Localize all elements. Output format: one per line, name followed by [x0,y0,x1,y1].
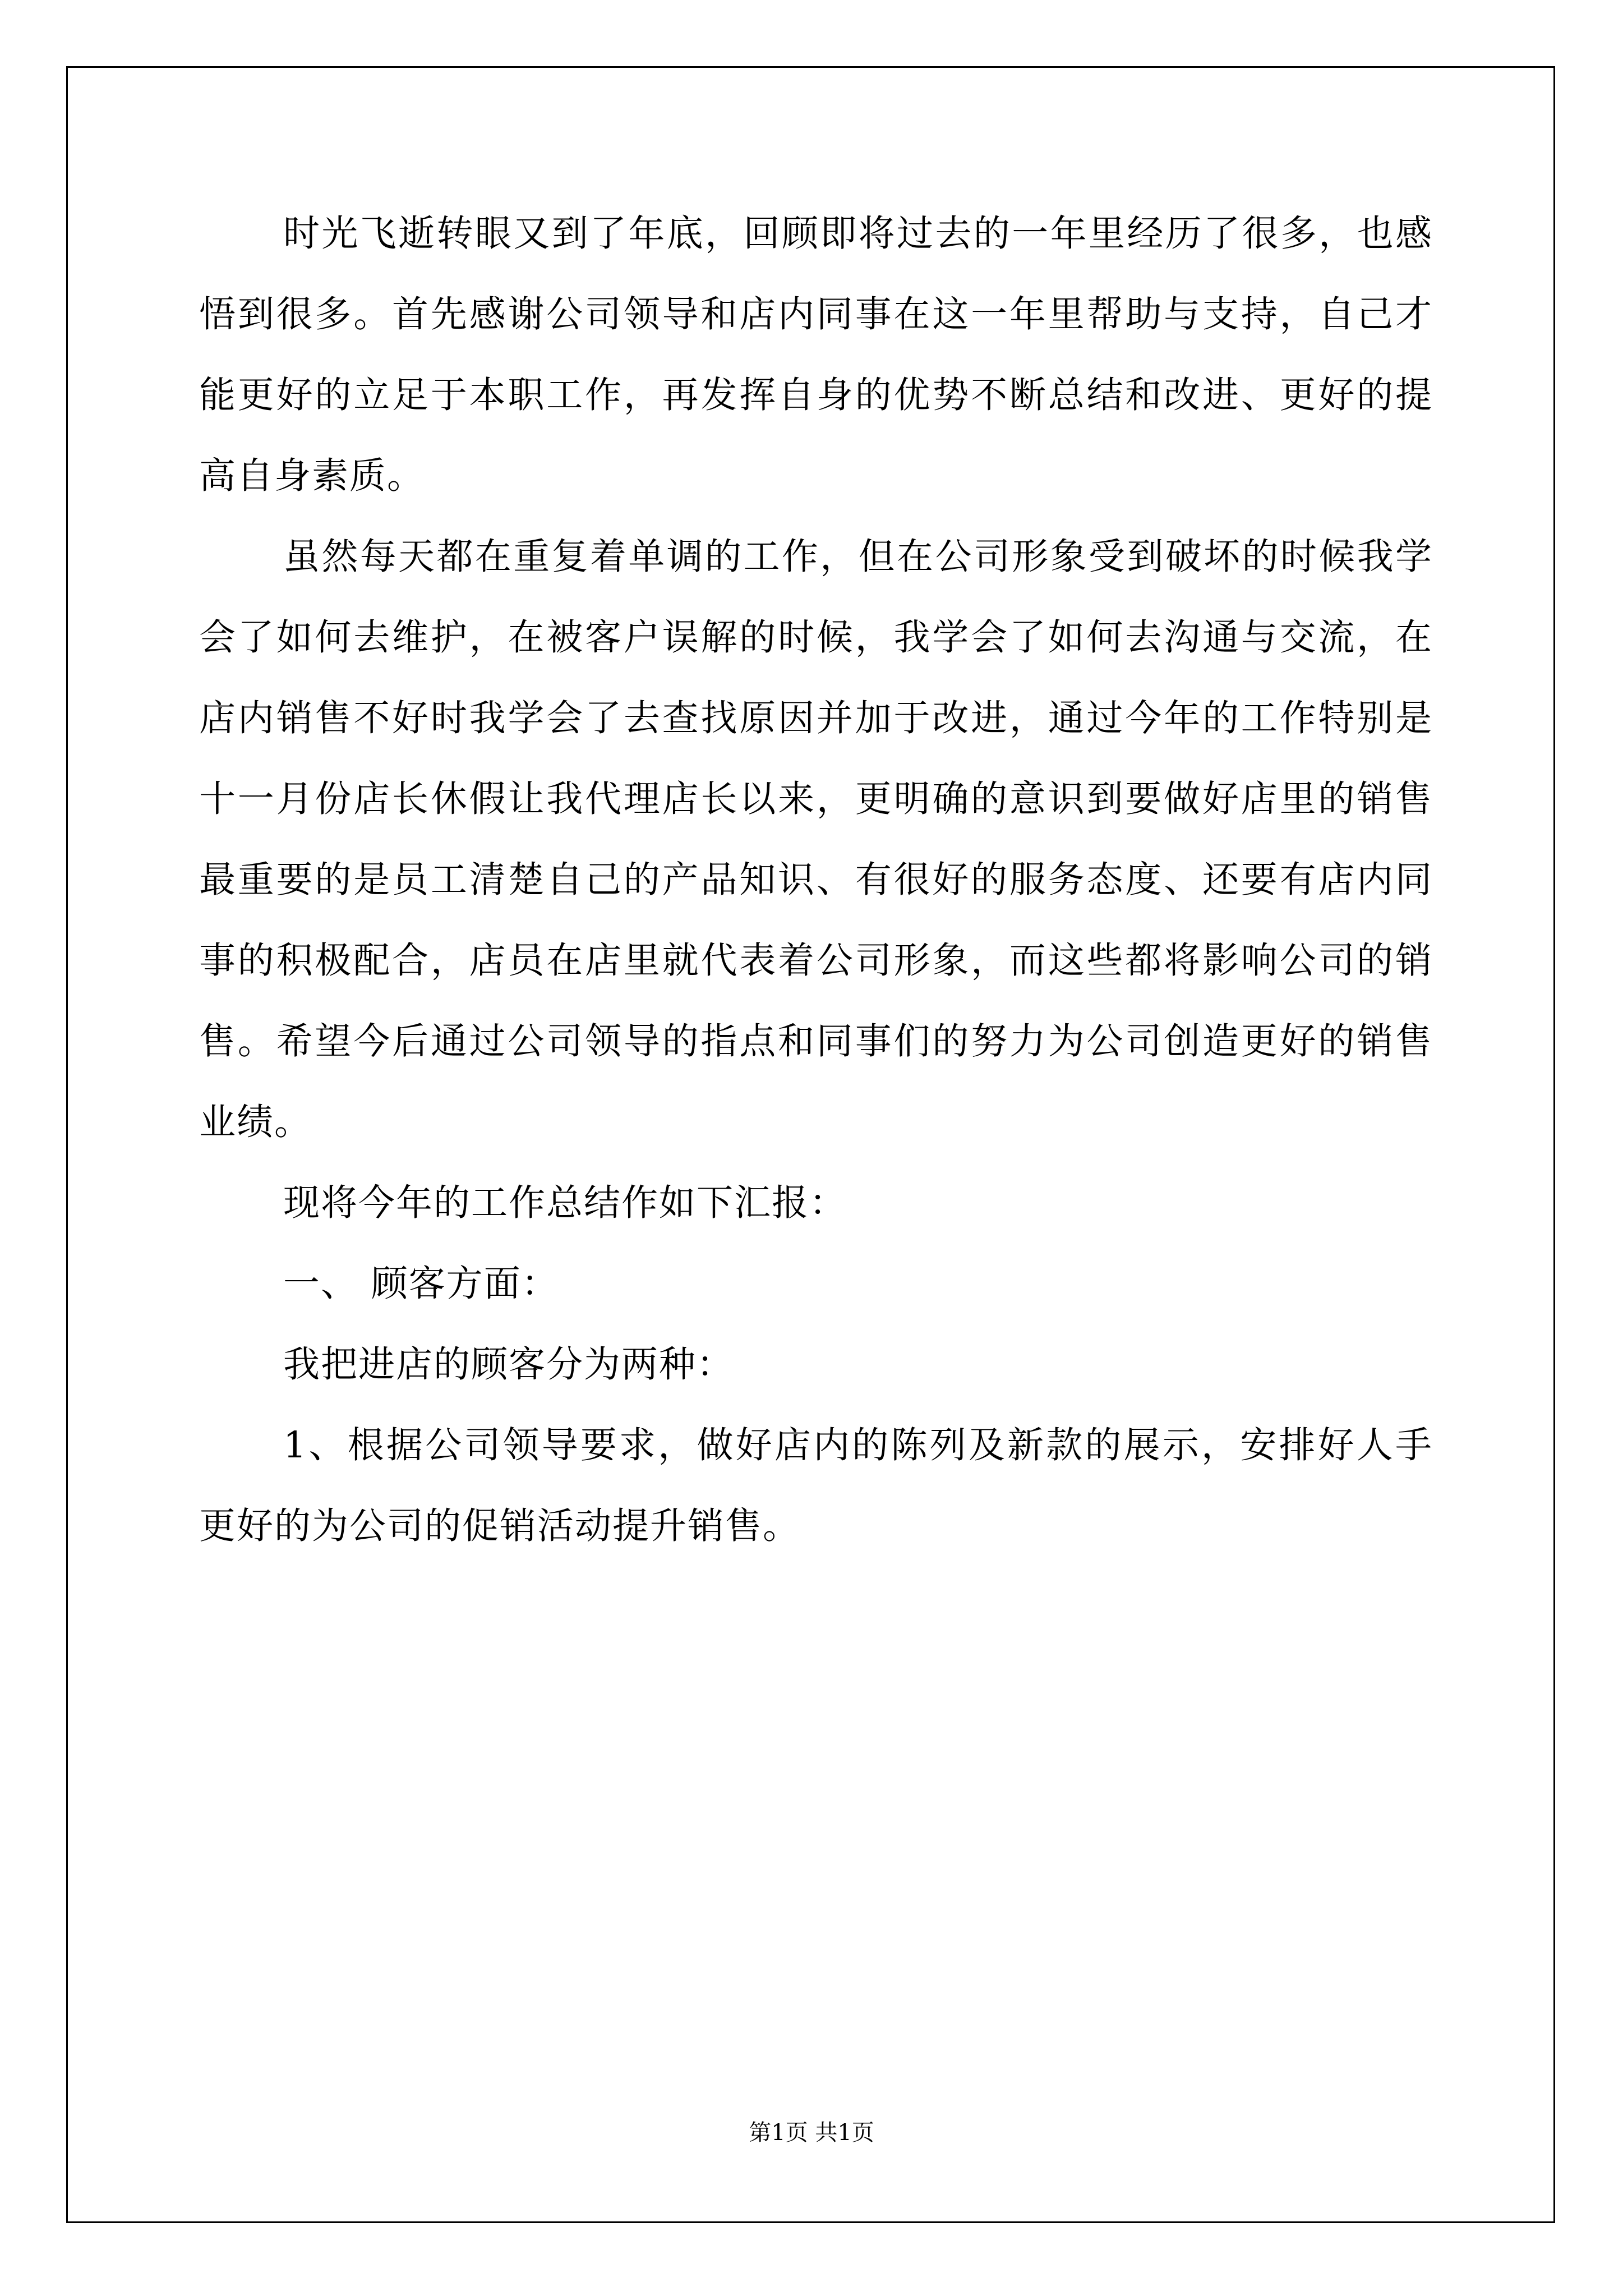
paragraph-intro: 时光飞逝转眼又到了年底，回顾即将过去的一年里经历了很多，也感悟到很多。首先感谢公司领导和店内同事在这一年里帮助与支持，自己才能更好的立足于本职工作，再发挥自身的优势不断总结和改进、更好的提高自身素质。 [199,213,1433,497]
list-item-1: 1、根据公司领导要求，做好店内的陈列及新款的展示，安排好人手更好的为公司的促销活动提升销售。 [199,1424,1433,1547]
page-footer: 第1页 共1页 [749,2120,874,2146]
paragraph-customer-types: 我把进店的顾客分为两种： [283,1343,735,1386]
document-body [199,194,1433,1567]
section-heading-customers: 一、 顾客方面： [283,1263,559,1305]
paragraph-experience: 虽然每天都在重复着单调的工作，但在公司形象受到破坏的时候我学会了如何去维护，在被客户误解的时候，我学会了如何去沟通与交流，在店内销售不好时我学会了去查找原因并加于改进，通过今年的工作特别是十一月份店长休假让我代理店长以来，更明确的意识到要做好店里的销售最重要的是员工清楚自己的产品知识、有很好的服务态度、还要有店内同事的积极配合，店员在店里就代表着公司形象，而这些都将影响公司的销售。希望今后通过公司领导的指点和同事们的努力为公司创造更好的销售业绩。 [199,536,1433,1143]
paragraph-report-intro: 现将今年的工作总结作如下汇报： [283,1182,847,1224]
